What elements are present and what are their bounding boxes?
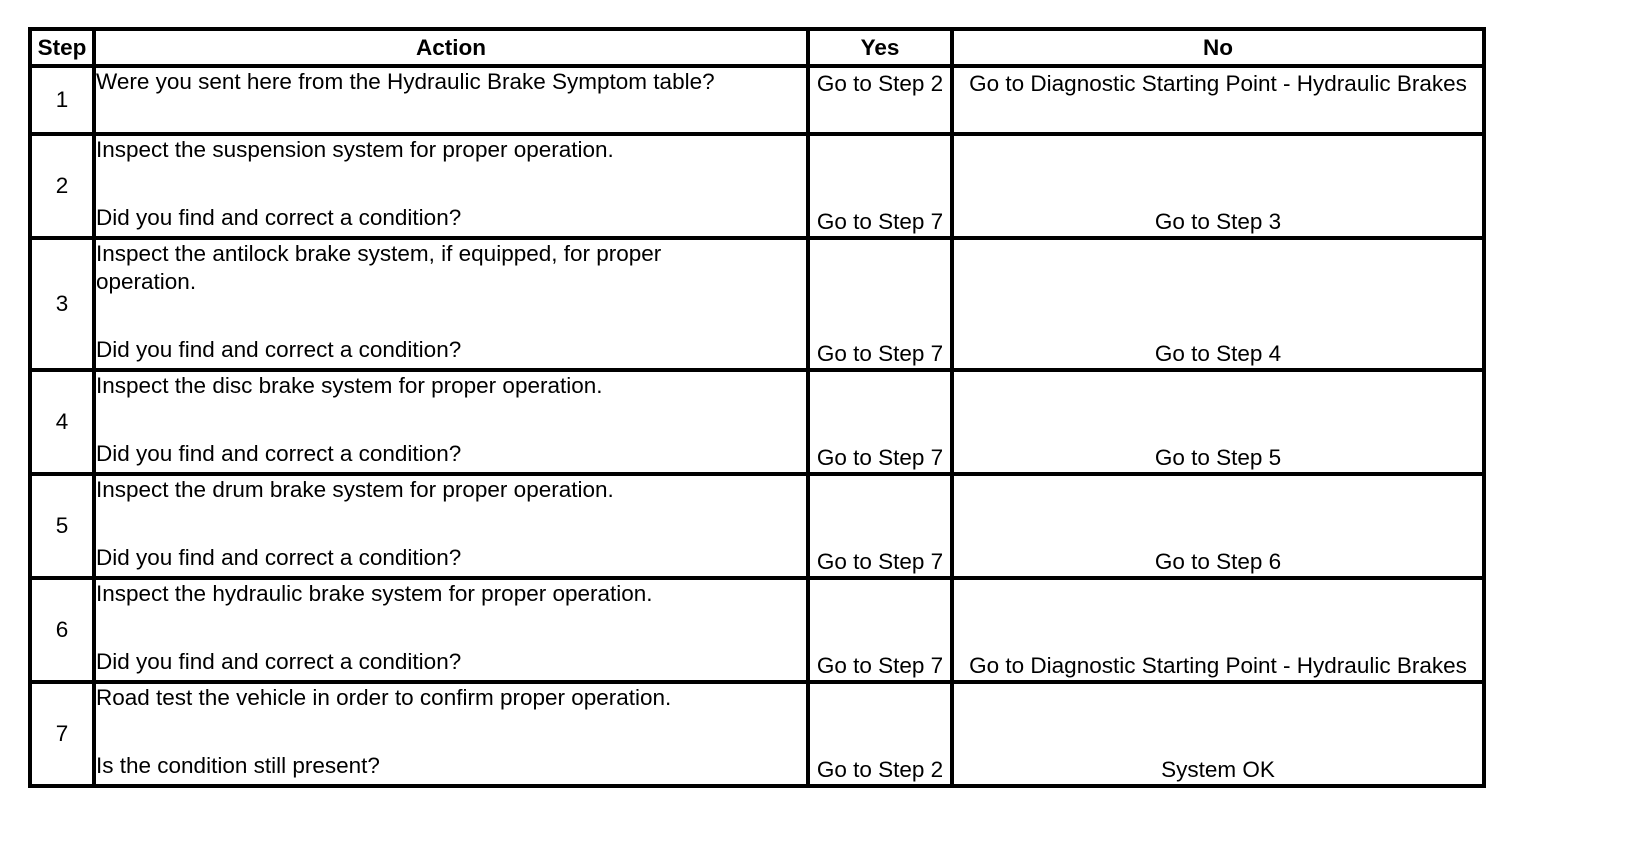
header-yes: Yes bbox=[808, 29, 952, 66]
action-cell bbox=[94, 134, 808, 238]
yes-cell: Go to Step 2 bbox=[808, 66, 952, 134]
action-cell bbox=[94, 238, 808, 370]
step-number: 4 bbox=[30, 370, 94, 474]
action-text: Inspect the disc brake system for proper operation. bbox=[96, 373, 603, 398]
step-number: 5 bbox=[30, 474, 94, 578]
table-row bbox=[30, 66, 1484, 134]
action-text: Inspect the drum brake system for proper operation. bbox=[96, 477, 614, 502]
action-cell bbox=[94, 474, 808, 578]
action-text: Were you sent here from the Hydraulic Brake Symptom table? bbox=[96, 69, 715, 94]
table-row bbox=[30, 578, 1484, 682]
action-text: Inspect the hydraulic brake system for proper operation. bbox=[96, 581, 653, 606]
yes-cell: Go to Step 7 bbox=[808, 238, 952, 370]
action-cell bbox=[94, 578, 808, 682]
no-cell: Go to Diagnostic Starting Point - Hydraulic Brakes bbox=[952, 578, 1484, 682]
no-cell: Go to Step 3 bbox=[952, 134, 1484, 238]
action-text: Road test the vehicle in order to confirm proper operation. bbox=[96, 685, 672, 710]
action-text: Inspect the suspension system for proper operation. bbox=[96, 137, 614, 162]
action-question: Did you find and correct a condition? bbox=[96, 337, 462, 362]
header-no: No bbox=[952, 29, 1484, 66]
no-cell: Go to Step 5 bbox=[952, 370, 1484, 474]
yes-cell: Go to Step 7 bbox=[808, 474, 952, 578]
no-cell: System OK bbox=[952, 682, 1484, 786]
step-number: 2 bbox=[30, 134, 94, 238]
action-question: Did you find and correct a condition? bbox=[96, 545, 462, 570]
step-number: 3 bbox=[30, 238, 94, 370]
header-row bbox=[30, 29, 1484, 66]
header-step: Step bbox=[30, 29, 94, 66]
step-number: 7 bbox=[30, 682, 94, 786]
yes-cell: Go to Step 7 bbox=[808, 578, 952, 682]
action-question: Did you find and correct a condition? bbox=[96, 441, 462, 466]
header-action: Action bbox=[94, 29, 808, 66]
diagnostic-table bbox=[28, 27, 1486, 788]
step-number: 6 bbox=[30, 578, 94, 682]
yes-cell: Go to Step 2 bbox=[808, 682, 952, 786]
table-row bbox=[30, 238, 1484, 370]
action-question: Did you find and correct a condition? bbox=[96, 649, 462, 674]
action-cell bbox=[94, 370, 808, 474]
no-cell: Go to Step 4 bbox=[952, 238, 1484, 370]
step-number: 1 bbox=[30, 66, 94, 134]
no-cell: Go to Step 6 bbox=[952, 474, 1484, 578]
action-question: Is the condition still present? bbox=[96, 753, 380, 778]
action-cell bbox=[94, 66, 808, 134]
action-text: Inspect the antilock brake system, if equipped, for proper operation. bbox=[96, 241, 662, 294]
table-row bbox=[30, 134, 1484, 238]
no-cell: Go to Diagnostic Starting Point - Hydraulic Brakes bbox=[952, 66, 1484, 134]
table-row bbox=[30, 370, 1484, 474]
table-row bbox=[30, 682, 1484, 786]
yes-cell: Go to Step 7 bbox=[808, 134, 952, 238]
table-row bbox=[30, 474, 1484, 578]
action-question: Did you find and correct a condition? bbox=[96, 205, 462, 230]
yes-cell: Go to Step 7 bbox=[808, 370, 952, 474]
action-cell bbox=[94, 682, 808, 786]
